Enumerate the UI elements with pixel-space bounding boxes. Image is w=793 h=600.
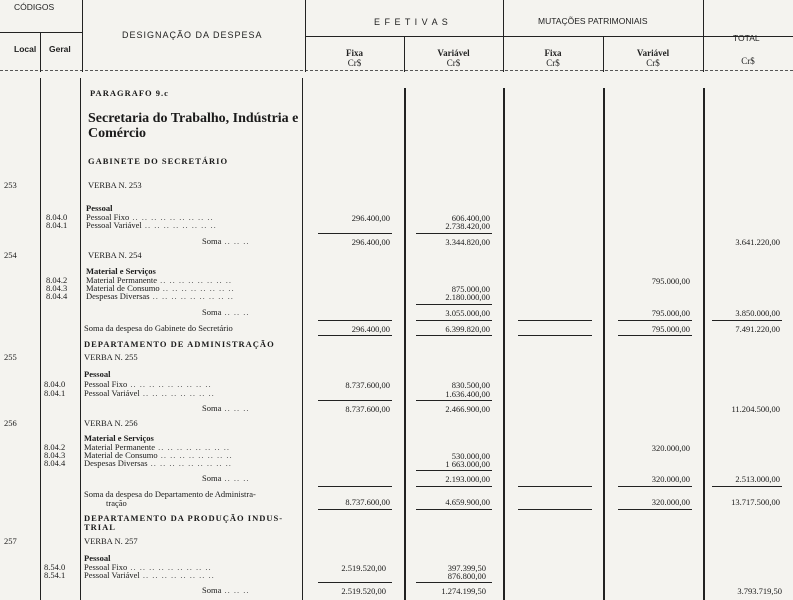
verba-255-title: VERBA N. 255 (84, 352, 138, 362)
val-254-dd: 2.180.000,00 (445, 292, 490, 302)
code-255-8-04-1: 8.04.1 (44, 388, 66, 398)
header-mut-variavel-label: Variável (636, 48, 670, 58)
pessoal-255-heading: Pessoal (84, 369, 111, 379)
soma-254-var: 3.055.000,00 (445, 308, 490, 318)
val-257-fixo: 2.519.520,00 (341, 563, 386, 573)
adm-total-label (84, 490, 256, 508)
body-divider-fixa (404, 88, 406, 600)
soma-253-var: 3.344.820,00 (445, 237, 490, 247)
header-rule-codigos (0, 32, 82, 33)
val-256-mp: 320.000,00 (651, 443, 690, 453)
dept-prod-line-1: DEPARTAMENTO DA PRODUÇÃO INDUS- (84, 513, 284, 523)
header-variavel-label: Variável (437, 48, 470, 58)
header-variavel-unit: Cr$ (446, 58, 461, 68)
label-pessoal-fixo-255: Pessoal Fixo .. .. .. .. .. .. .. .. .. (84, 379, 212, 389)
header-mut-variavel-unit: Cr$ (646, 58, 660, 68)
secretaria-line-2: Comércio (88, 126, 147, 141)
rule2-adm-mp (618, 509, 692, 510)
body-divider-geral (80, 78, 81, 600)
adm-total-fixa: 8.737.600,00 (345, 497, 390, 507)
code-8-54-1: 8.54.1 (44, 570, 66, 580)
code-8-04-0: 8.04.0 (46, 212, 68, 222)
soma-253-label: Soma .. .. .. (202, 236, 250, 246)
rule-gab-var (416, 320, 492, 321)
gab-total-mp: 795.000,00 (651, 324, 690, 334)
rule-gab-mp (618, 320, 692, 321)
header-mut-fixa-label: Fixa (544, 48, 562, 58)
code-8-04-4: 8.04.4 (46, 291, 68, 301)
label-pessoal-fixo-253: Pessoal Fixo .. .. .. .. .. .. .. .. .. (86, 212, 214, 222)
header-total: TOTAL (733, 33, 760, 43)
soma-255-total: 11.204.500,00 (731, 404, 780, 414)
soma-255-label: Soma .. .. .. (202, 403, 250, 413)
verba-256-title: VERBA N. 256 (84, 418, 138, 428)
label-mat-perm-256: Material Permanente .. .. .. .. .. .. .. .. (84, 442, 231, 452)
secretaria-line-1: Secretaria do Trabalho, Indústria e (88, 111, 299, 126)
soma-256-mp: 320.000,00 (651, 474, 690, 484)
rule-256-var (416, 470, 492, 471)
rule2-gab-fixa (318, 335, 392, 336)
rule-adm-total (712, 486, 782, 487)
header-codigos: CÓDIGOS (14, 2, 55, 12)
header-rule-groups (305, 36, 793, 37)
gab-total-fixa: 296.400,00 (351, 324, 390, 334)
header-designacao: DESIGNAÇÃO DA DESPESA (122, 30, 263, 40)
header-col-fixa (305, 48, 404, 68)
adm-total-label-1: Soma da despesa do Departamento de Administra- (84, 489, 256, 499)
val-257-var-b: 876.800,00 (447, 571, 486, 581)
rule2-gab-mut-fixa (518, 335, 592, 336)
rule-gab-fixa (318, 320, 392, 321)
rule-adm-fixa (318, 486, 392, 487)
gabinete-heading: GABINETE DO SECRETÁRIO (88, 156, 229, 166)
verba-257-title: VERBA N. 257 (84, 536, 138, 546)
soma-256-var: 2.193.000,00 (445, 474, 490, 484)
header-fixa-unit: Cr$ (347, 58, 362, 68)
label-mat-perm-254: Material Permanente .. .. .. .. .. .. .. .. (86, 275, 233, 285)
soma-257-total: 3.793.719,50 (737, 586, 782, 596)
adm-total-var: 4.659.900,00 (445, 497, 490, 507)
val-253-var-a: 606.400,00 (451, 213, 490, 223)
soma-254-total: 3.850.000,00 (735, 308, 780, 318)
header-geral: Geral (49, 44, 71, 54)
gab-total-total: 7.491.220,00 (735, 324, 780, 334)
secretaria-heading (88, 111, 298, 141)
rule-257-fixa (318, 582, 392, 583)
rule-257-var (416, 582, 492, 583)
soma-255-fixa: 8.737.600,00 (345, 404, 390, 414)
dept-prod-heading (84, 514, 283, 532)
header-total-unit: Cr$ (741, 56, 755, 66)
body-divider-mut-fixa (603, 88, 605, 600)
adm-total-label-2: tração (106, 498, 127, 508)
header-mut-fixa-unit: Cr$ (546, 58, 560, 68)
dept-adm-heading: DEPARTAMENTO DE ADMINISTRAÇÃO (84, 339, 275, 349)
body-divider-designacao (302, 78, 303, 600)
rule-255-var (416, 400, 492, 401)
soma-253-total: 3.641.220,00 (735, 237, 780, 247)
val-255-var-a: 830.500,00 (451, 380, 490, 390)
header-local: Local (14, 44, 37, 54)
rule2-adm-fixa (318, 509, 392, 510)
code-255-8-04-0: 8.04.0 (44, 379, 66, 389)
adm-total-total: 13.717.500,00 (731, 497, 780, 507)
rule2-gab-var (416, 335, 492, 336)
rule-254-var (416, 304, 492, 305)
val-254-mc: 875.000,00 (451, 284, 490, 294)
verba-255-local: 255 (4, 352, 17, 362)
verba-254-local: 254 (4, 250, 17, 260)
verba-257-local: 257 (4, 536, 17, 546)
soma-257-label: Soma .. .. .. (202, 585, 250, 595)
header-efetivas: E F E T I V A S (374, 17, 449, 27)
body-divider-mut-variavel (703, 88, 705, 600)
header-col-variavel (404, 48, 503, 68)
code-8-04-2: 8.04.2 (46, 275, 68, 285)
label-pessoal-variavel-255: Pessoal Variável .. .. .. .. .. .. .. .. (84, 388, 215, 398)
code-8-04-3: 8.04.3 (46, 283, 68, 293)
header-mutacoes: MUTAÇÕES PATRIMONIAIS (538, 16, 648, 26)
header-divider-local (40, 32, 41, 72)
val-256-dd: 1 663.000,00 (445, 459, 490, 469)
gab-total-var: 6.399.820,00 (445, 324, 490, 334)
code-256-8-04-2: 8.04.2 (44, 442, 66, 452)
rule-adm-var (416, 486, 492, 487)
gabinete-total-label: Soma da despesa do Gabinete do Secretário (84, 323, 233, 333)
adm-total-mp: 320.000,00 (651, 497, 690, 507)
code-8-54-0: 8.54.0 (44, 562, 66, 572)
material-254-heading: Material e Serviços (86, 266, 156, 276)
code-256-8-04-4: 8.04.4 (44, 458, 66, 468)
rule2-adm-mut-fixa (518, 509, 592, 510)
verba-256-local: 256 (4, 418, 17, 428)
label-pessoal-variavel-253: Pessoal Variável .. .. .. .. .. .. .. .. (86, 220, 217, 230)
body-divider-local (40, 78, 41, 600)
verba-254-title: VERBA N. 254 (88, 250, 142, 260)
soma-256-label: Soma .. .. .. (202, 473, 250, 483)
soma-257-var: 1.274.199,50 (441, 586, 486, 596)
rule-253-fixa (318, 233, 392, 234)
rule-adm-mut-fixa (518, 486, 592, 487)
verba-253-title: VERBA N. 253 (88, 180, 142, 190)
pessoal-257-heading: Pessoal (84, 553, 111, 563)
label-mat-cons-254: Material de Consumo .. .. .. .. .. .. .. .. (86, 283, 235, 293)
label-mat-cons-256: Material de Consumo .. .. .. .. .. .. .. .. (84, 450, 233, 460)
label-pessoal-variavel-257: Pessoal Variável .. .. .. .. .. .. .. .. (84, 570, 215, 580)
val-253-var-b: 2.738.420,00 (445, 221, 490, 231)
header-divider-geral (82, 0, 83, 72)
header-col-mut-fixa (503, 48, 603, 68)
rule-gab-mut-fixa (518, 320, 592, 321)
code-8-04-1: 8.04.1 (46, 220, 68, 230)
label-desp-div-256: Despesas Diversas .. .. .. .. .. .. .. .. .. (84, 458, 232, 468)
soma-254-label: Soma .. .. .. (202, 307, 250, 317)
soma-254-mp: 795.000,00 (651, 308, 690, 318)
label-pessoal-fixo-257: Pessoal Fixo .. .. .. .. .. .. .. .. .. (84, 562, 212, 572)
rule-gab-total (712, 320, 782, 321)
dept-prod-line-2: TRIAL (84, 522, 116, 532)
soma-255-var: 2.466.900,00 (445, 404, 490, 414)
soma-256-total: 2.513.000,00 (735, 474, 780, 484)
material-256-heading: Material e Serviços (84, 433, 154, 443)
val-255-var-b: 1.636.400,00 (445, 389, 490, 399)
verba-253-local: 253 (4, 180, 17, 190)
rule-255-fixa (318, 400, 392, 401)
rule-253-var (416, 233, 492, 234)
pessoal-253-heading: Pessoal (86, 203, 113, 213)
val-255-fixo: 8.737.600,00 (345, 380, 390, 390)
val-257-var-a: 397.399,50 (447, 563, 486, 573)
header-col-mut-variavel (603, 48, 703, 68)
paragrafo-heading: PARAGRAFO 9.c (90, 88, 169, 98)
rule2-gab-mp (618, 335, 692, 336)
rule2-adm-var (416, 509, 492, 510)
val-254-mp: 795.000,00 (651, 276, 690, 286)
code-256-8-04-3: 8.04.3 (44, 450, 66, 460)
body-divider-variavel (503, 88, 505, 600)
val-256-mc: 530.000,00 (451, 451, 490, 461)
val-253-fixo: 296.400,00 (351, 213, 390, 223)
header-bottom-rule (0, 70, 793, 71)
rule-adm-mp (618, 486, 692, 487)
soma-257-fixa: 2.519.520,00 (341, 586, 386, 596)
label-desp-div-254: Despesas Diversas .. .. .. .. .. .. .. .. .. (86, 291, 234, 301)
header-fixa-label: Fixa (346, 48, 363, 58)
soma-253-fixa: 296.400,00 (351, 237, 390, 247)
